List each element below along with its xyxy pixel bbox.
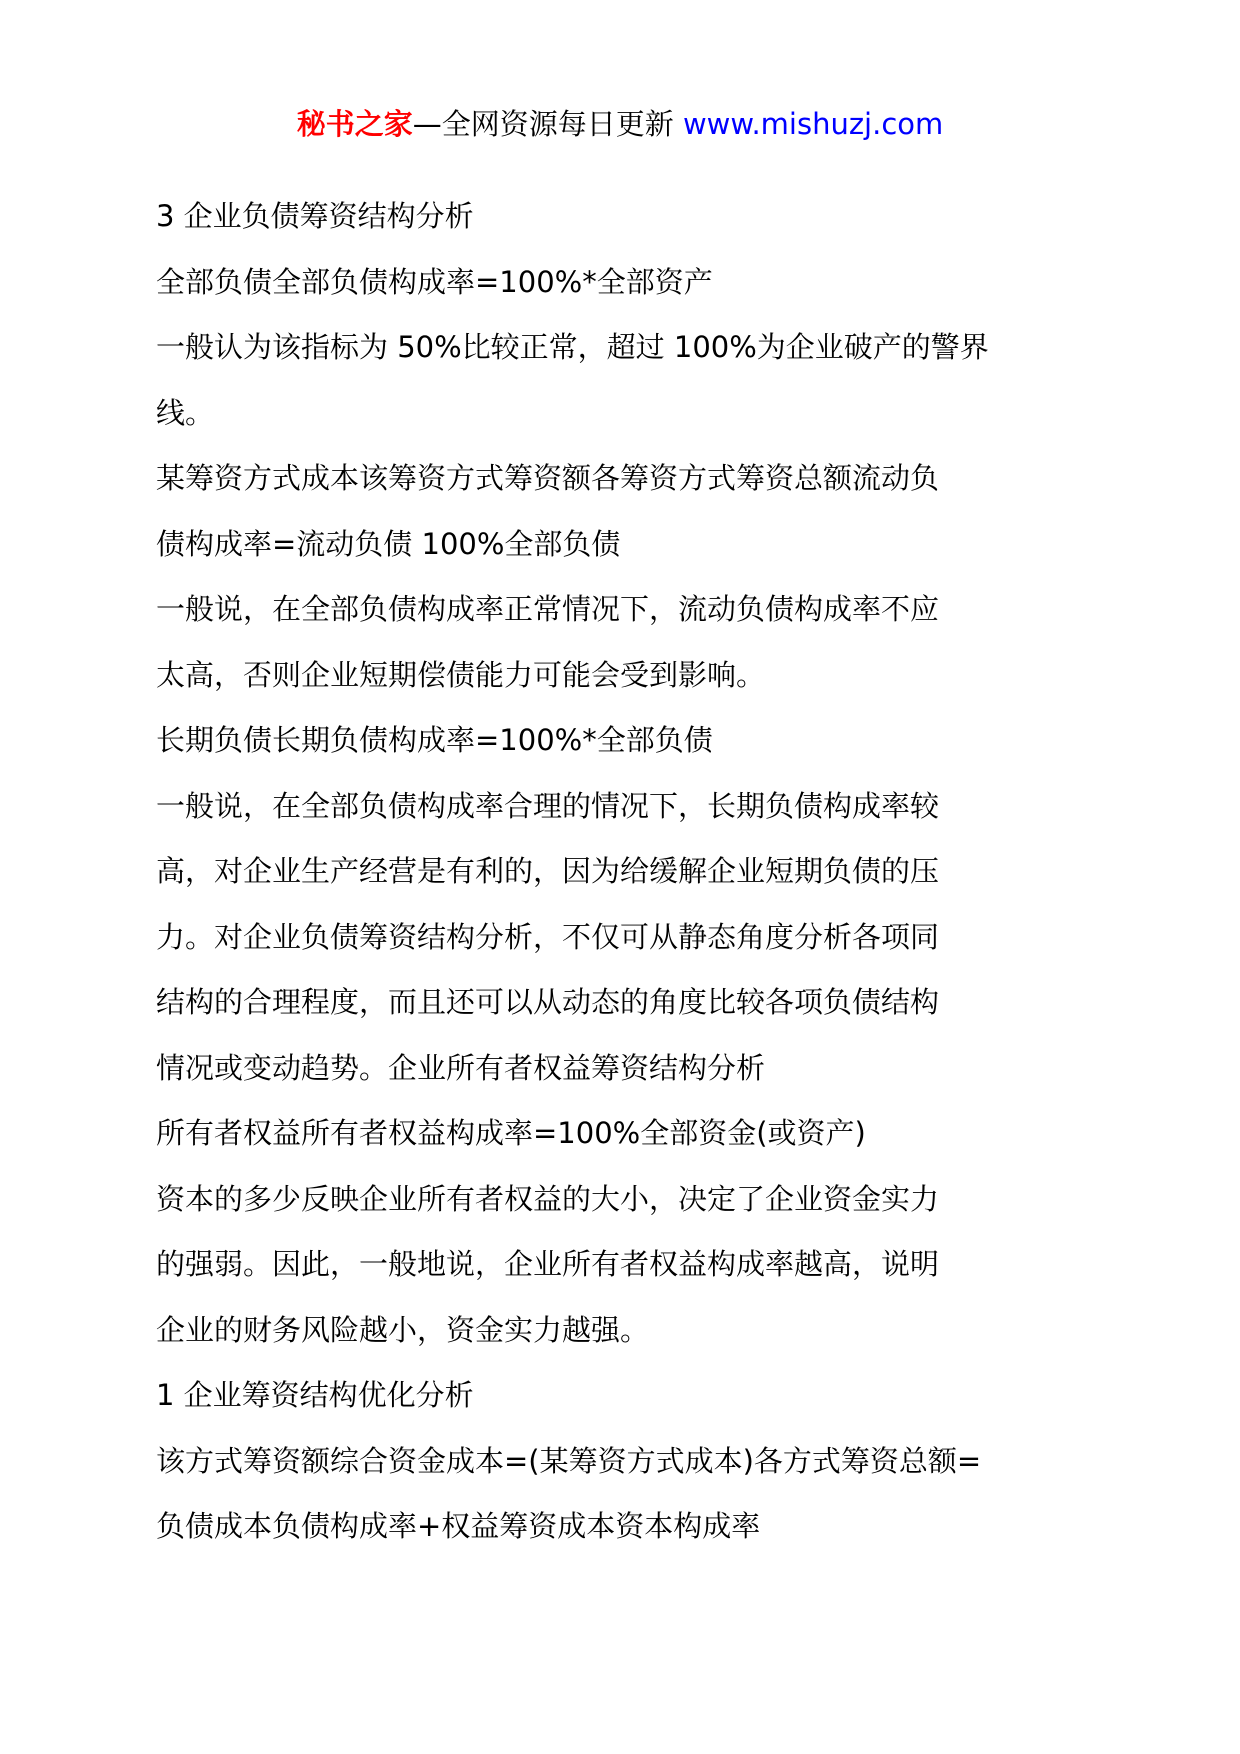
text-line: 3 企业负债筹资结构分析 (156, 199, 474, 233)
text-line: 该方式筹资额综合资金成本=(某筹资方式成本)各方式筹资总额= (156, 1443, 982, 1478)
text-line: 太高，否则企业短期偿债能力可能会受到影响。 (156, 657, 766, 692)
text-line: 一般说，在全部负债构成率正常情况下，流动负债构成率不应 (156, 592, 940, 626)
header-brand: 秘书之家 (296, 107, 413, 141)
text-line: 某筹资方式成本该筹资方式筹资额各筹资方式筹资总额流动负 (156, 461, 940, 495)
text-line: 情况或变动趋势。企业所有者权益筹资结构分析 (156, 1050, 766, 1085)
text-line: 一般说，在全部负债构成率合理的情况下，长期负债构成率较 (156, 788, 940, 823)
header-url-link[interactable]: www.mishuzj.com (682, 107, 944, 141)
text-line: 1 企业筹资结构优化分析 (156, 1378, 474, 1412)
text-line: 线。 (156, 395, 215, 430)
text-line: 债构成率=流动负债 100%全部负债 (156, 526, 621, 561)
text-line: 长期负债长期负债构成率=100%*全部负债 (156, 723, 713, 757)
text-line: 力。对企业负债筹资结构分析，不仅可从静态角度分析各项同 (156, 919, 940, 954)
text-line: 一般认为该指标为 50%比较正常，超过 100%为企业破产的警界 (156, 330, 989, 364)
text-line: 全部负债全部负债构成率=100%*全部资产 (156, 264, 713, 299)
page-header (0, 100, 1240, 148)
text-line: 负债成本负债构成率+权益筹资成本资本构成率 (156, 1509, 761, 1543)
text-line: 所有者权益所有者权益构成率=100%全部资金(或资产) (156, 1116, 866, 1150)
text-line: 企业的财务风险越小，资金实力越强。 (156, 1312, 650, 1347)
text-line: 高，对企业生产经营是有利的，因为给缓解企业短期负债的压 (156, 854, 940, 888)
document-body (156, 184, 1088, 1560)
text-line: 的强弱。因此，一般地说，企业所有者权益构成率越高，说明 (156, 1247, 940, 1281)
header-tagline: —全网资源每日更新 (412, 107, 683, 141)
text-line: 结构的合理程度，而且还可以从动态的角度比较各项负债结构 (156, 985, 940, 1019)
text-line: 资本的多少反映企业所有者权益的大小，决定了企业资金实力 (156, 1181, 940, 1216)
